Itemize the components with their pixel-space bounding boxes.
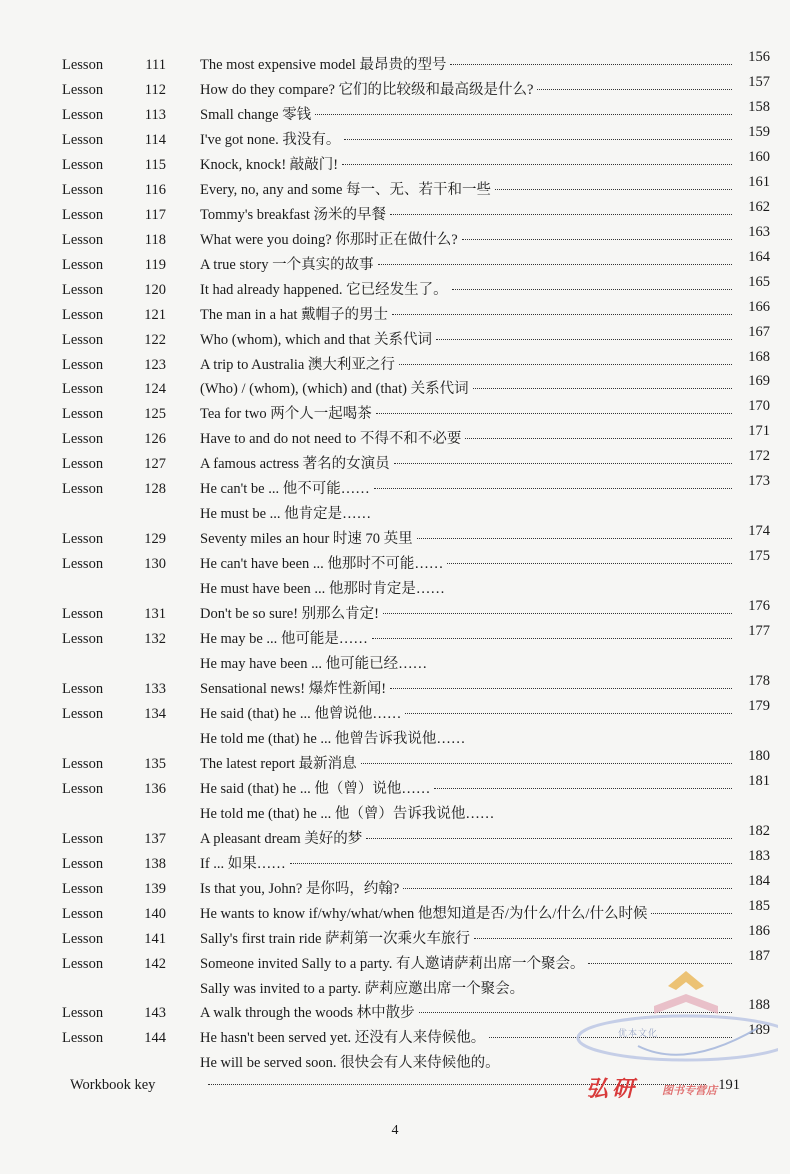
lesson-page: 156 <box>748 49 770 65</box>
lesson-number: 130 <box>144 556 166 573</box>
lesson-title: Every, no, any and some 每一、无、若干和一些 <box>200 181 492 198</box>
dot-leader <box>588 963 732 964</box>
lesson-number: 138 <box>144 855 166 872</box>
lesson-page: 175 <box>748 548 770 565</box>
lesson-subtitle-row <box>0 502 790 527</box>
dot-leader <box>290 863 732 864</box>
lesson-row <box>0 872 790 902</box>
lesson-page: 166 <box>748 298 770 315</box>
lesson-number: 116 <box>144 181 166 198</box>
lesson-title: A walk through the woods 林中散步 <box>200 1005 415 1022</box>
dot-leader <box>344 139 732 140</box>
lesson-number: 123 <box>144 356 166 373</box>
lesson-row <box>0 897 790 927</box>
lesson-page: 177 <box>748 623 770 640</box>
lesson-label: Lesson <box>62 331 104 348</box>
lesson-page: 157 <box>748 73 770 90</box>
lesson-title: Tommy's breakfast 汤米的早餐 <box>200 206 387 223</box>
dot-leader <box>651 913 732 914</box>
lesson-entry <box>200 427 740 452</box>
lesson-entry <box>200 677 740 702</box>
lesson-label: Lesson <box>62 830 104 847</box>
lesson-label: Lesson <box>62 880 104 897</box>
lesson-label: Lesson <box>62 281 104 298</box>
lesson-number: 128 <box>144 481 166 498</box>
dot-leader <box>417 538 732 539</box>
lesson-entry <box>200 402 740 427</box>
lesson-row <box>0 548 790 577</box>
lesson-number: 132 <box>144 631 166 648</box>
dot-leader <box>383 613 732 614</box>
lesson-page: 173 <box>748 473 770 490</box>
lesson-row <box>0 598 790 627</box>
dot-leader <box>315 114 732 115</box>
dot-leader <box>390 214 732 215</box>
workbook-key-page: 191 <box>718 1077 740 1093</box>
dot-leader <box>450 64 732 65</box>
lesson-label: Lesson <box>62 356 104 373</box>
lesson-page: 168 <box>748 348 770 365</box>
dot-leader <box>474 938 732 939</box>
lesson-label: Lesson <box>62 930 104 947</box>
lesson-page: 172 <box>748 448 770 465</box>
lesson-page: 181 <box>748 772 770 789</box>
page-number: 4 <box>391 1123 399 1138</box>
lesson-page: 188 <box>748 997 770 1014</box>
lesson-title: (Who) / (whom), (which) and (that) 关系代词 <box>200 381 469 398</box>
lesson-entry <box>200 827 740 852</box>
lesson-page: 189 <box>748 1022 770 1039</box>
lesson-page: 185 <box>748 897 770 914</box>
watermark-brand: 弘研 <box>586 1077 639 1102</box>
lesson-number: 114 <box>144 131 166 148</box>
lesson-number: 111 <box>145 57 166 73</box>
lesson-subtitle: He will be served soon. 很快会有人来侍候他的。 <box>200 1055 500 1072</box>
lesson-row <box>0 323 790 353</box>
lesson-row <box>0 73 790 103</box>
lesson-number: 113 <box>144 106 166 123</box>
lesson-title: He may be ... 他可能是…… <box>200 631 368 648</box>
lesson-page: 170 <box>748 398 770 415</box>
lesson-entry <box>200 777 740 802</box>
lesson-page: 158 <box>748 98 770 115</box>
lesson-entry <box>200 228 740 253</box>
lesson-page: 180 <box>748 747 770 764</box>
lesson-number: 126 <box>144 431 166 448</box>
lesson-entry <box>200 78 740 103</box>
lesson-label: Lesson <box>62 131 104 148</box>
lesson-title: I've got none. 我没有。 <box>200 131 341 148</box>
lesson-title: Seventy miles an hour 时速 70 英里 <box>200 531 413 548</box>
lesson-title: The latest report 最新消息 <box>200 755 357 772</box>
lesson-entry <box>200 477 740 502</box>
lesson-page: 171 <box>748 423 770 440</box>
lesson-page: 184 <box>748 872 770 889</box>
dot-leader <box>399 364 732 365</box>
dot-leader <box>465 438 732 439</box>
dot-leader <box>372 638 732 639</box>
lesson-title: How do they compare? 它们的比较级和最高级是什么? <box>200 81 534 98</box>
lesson-title: Have to and do not need to 不得不和不必要 <box>200 431 462 448</box>
lesson-page: 159 <box>748 123 770 140</box>
lesson-number: 120 <box>144 281 166 298</box>
lesson-title: Small change 零钱 <box>200 106 312 123</box>
lesson-number: 125 <box>144 406 166 423</box>
lesson-label: Lesson <box>62 381 104 398</box>
lesson-entry <box>200 602 740 627</box>
lesson-entry <box>200 902 740 927</box>
lesson-title: Is that you, John? 是你吗，约翰? <box>200 880 400 897</box>
lesson-title: A famous actress 著名的女演员 <box>200 456 390 473</box>
lesson-title: A true story 一个真实的故事 <box>200 256 374 273</box>
lesson-title: The man in a hat 戴帽子的男士 <box>200 306 389 323</box>
lesson-title: He can't have been ... 他那时不可能…… <box>200 556 444 573</box>
lesson-row <box>0 98 790 128</box>
lesson-entry <box>200 153 740 178</box>
lesson-page: 163 <box>748 223 770 240</box>
lesson-page: 169 <box>748 373 770 390</box>
lesson-title: It had already happened. 它已经发生了。 <box>200 281 448 298</box>
lesson-page: 162 <box>748 198 770 215</box>
lesson-title: He hasn't been served yet. 还没有人来侍候他。 <box>200 1030 486 1047</box>
lesson-entry <box>200 178 740 203</box>
lesson-subtitle-row <box>0 802 790 827</box>
lesson-label: Lesson <box>62 106 104 123</box>
lesson-subtitle: He told me (that) he ... 他曾告诉我说他…… <box>200 730 466 747</box>
lesson-row <box>0 373 790 402</box>
dot-leader <box>376 413 732 414</box>
lesson-title: He can't be ... 他不可能…… <box>200 481 370 498</box>
lesson-entry <box>200 53 740 78</box>
lesson-label: Lesson <box>62 431 104 448</box>
lesson-row <box>0 523 790 552</box>
lesson-row <box>0 198 790 228</box>
lesson-subtitle-row <box>0 727 790 752</box>
lesson-label: Lesson <box>62 955 104 972</box>
lesson-label: Lesson <box>62 531 104 548</box>
lesson-number: 144 <box>144 1030 166 1047</box>
lesson-page: 167 <box>748 323 770 340</box>
lesson-title: If ... 如果…… <box>200 855 286 872</box>
lesson-label: Lesson <box>62 681 104 697</box>
lesson-label: Lesson <box>62 206 104 223</box>
lesson-page: 178 <box>748 673 770 689</box>
lesson-number: 129 <box>144 531 166 548</box>
lesson-label: Lesson <box>62 1030 104 1047</box>
dot-leader <box>378 264 732 265</box>
lesson-entry <box>200 303 740 328</box>
lesson-title: Sensational news! 爆炸性新闻! <box>200 681 387 697</box>
dot-leader <box>537 89 732 90</box>
lesson-row <box>0 123 790 153</box>
lesson-title: He wants to know if/why/what/when 他想知道是否/为什么/什么/什么时候 <box>200 905 648 922</box>
lesson-title: Who (whom), which and that 关系代词 <box>200 331 432 348</box>
lesson-entry <box>200 377 740 402</box>
lesson-row <box>0 273 790 303</box>
lesson-row <box>0 448 790 477</box>
lesson-row <box>0 922 790 952</box>
lesson-row <box>0 223 790 253</box>
dot-leader <box>403 888 732 889</box>
dot-leader <box>374 488 732 489</box>
lesson-number: 118 <box>144 231 166 248</box>
lesson-row <box>0 822 790 852</box>
lesson-number: 121 <box>144 306 166 323</box>
lesson-label: Lesson <box>62 181 104 198</box>
lesson-entry <box>200 203 740 228</box>
lesson-row <box>0 49 790 78</box>
lesson-page: 161 <box>748 173 770 190</box>
dot-leader <box>462 239 732 240</box>
lesson-label: Lesson <box>62 780 104 797</box>
lesson-number: 119 <box>144 256 166 273</box>
lesson-entry <box>200 328 740 353</box>
lesson-entry <box>200 128 740 153</box>
lesson-entry <box>200 877 740 902</box>
lesson-subtitle: He must be ... 他肯定是…… <box>200 506 372 523</box>
lesson-page: 182 <box>748 822 770 839</box>
lesson-row <box>0 298 790 328</box>
lesson-page: 165 <box>748 273 770 290</box>
lesson-subtitle: He told me (that) he ... 他（曾）告诉我说他…… <box>200 805 495 822</box>
lesson-row <box>0 847 790 877</box>
lesson-row <box>0 148 790 178</box>
lesson-entry <box>200 702 740 727</box>
lesson-entry <box>200 527 740 552</box>
lesson-label: Lesson <box>62 406 104 423</box>
dot-leader <box>405 713 732 714</box>
lesson-number: 142 <box>144 955 166 972</box>
lesson-number: 115 <box>144 156 166 173</box>
lesson-label: Lesson <box>62 556 104 573</box>
lesson-entry <box>200 627 740 652</box>
lesson-row <box>0 697 790 727</box>
dot-leader <box>390 688 732 689</box>
lesson-number: 131 <box>144 606 166 623</box>
lesson-label: Lesson <box>62 57 104 73</box>
watermark-subtitle: 图书专营店 <box>662 1084 717 1097</box>
lesson-subtitle: He may have been ... 他可能已经…… <box>200 656 428 673</box>
lesson-page: 164 <box>748 248 770 265</box>
lesson-label: Lesson <box>62 606 104 623</box>
lesson-number: 140 <box>144 905 166 922</box>
lesson-entry <box>200 103 740 128</box>
lesson-entry <box>200 452 740 477</box>
lesson-number: 141 <box>144 930 166 947</box>
lesson-label: Lesson <box>62 456 104 473</box>
lesson-entry <box>200 752 740 777</box>
workbook-key-label: Workbook key <box>70 1077 156 1093</box>
lesson-label: Lesson <box>62 231 104 248</box>
dot-leader <box>473 388 732 389</box>
dot-leader <box>366 838 732 839</box>
lesson-label: Lesson <box>62 755 104 772</box>
dot-leader <box>361 763 732 764</box>
lesson-label: Lesson <box>62 705 104 722</box>
watermark-text: 优本文化 <box>618 1029 659 1039</box>
lesson-entry <box>200 852 740 877</box>
lesson-entry <box>200 278 740 303</box>
dot-leader <box>436 339 732 340</box>
lesson-title: Knock, knock! 敲敲门! <box>200 156 339 173</box>
lesson-entry <box>200 552 740 577</box>
lesson-row <box>0 473 790 502</box>
lesson-page: 176 <box>748 598 770 615</box>
lesson-page: 160 <box>748 148 770 165</box>
lesson-number: 134 <box>144 705 166 722</box>
lesson-row <box>0 398 790 427</box>
lesson-label: Lesson <box>62 256 104 273</box>
lesson-title: A pleasant dream 美好的梦 <box>200 830 363 847</box>
dot-leader <box>495 189 732 190</box>
lesson-label: Lesson <box>62 631 104 648</box>
lesson-subtitle: Sally was invited to a party. 萨莉应邀出席一个聚会。 <box>200 980 525 997</box>
lesson-number: 133 <box>144 681 166 697</box>
lesson-row <box>0 747 790 777</box>
lesson-page: 186 <box>748 922 770 939</box>
lesson-row <box>0 248 790 278</box>
dot-leader <box>394 463 732 464</box>
lesson-row <box>0 673 790 702</box>
lesson-title: He said (that) he ... 他曾说他…… <box>200 705 402 722</box>
lesson-subtitle-row <box>0 577 790 602</box>
lesson-title: The most expensive model 最昂贵的型号 <box>200 57 447 73</box>
lesson-label: Lesson <box>62 855 104 872</box>
lesson-label: Lesson <box>62 1005 104 1022</box>
lesson-subtitle-row <box>0 652 790 677</box>
lesson-page: 187 <box>748 947 770 964</box>
lesson-label: Lesson <box>62 156 104 173</box>
lesson-page: 179 <box>748 697 770 714</box>
lesson-number: 137 <box>144 830 166 847</box>
lesson-number: 136 <box>144 780 166 797</box>
lesson-title: A trip to Australia 澳大利亚之行 <box>200 356 395 373</box>
lesson-title: Tea for two 两个人一起喝茶 <box>200 406 372 423</box>
lesson-number: 112 <box>144 81 166 98</box>
dot-leader <box>447 563 732 564</box>
lesson-entry <box>200 253 740 278</box>
lesson-number: 122 <box>144 331 166 348</box>
lesson-label: Lesson <box>62 81 104 98</box>
lesson-title: He said (that) he ... 他（曾）说他…… <box>200 780 431 797</box>
lesson-row <box>0 772 790 802</box>
lesson-title: What were you doing? 你那时正在做什么? <box>200 231 458 248</box>
lesson-number: 124 <box>144 381 166 398</box>
lesson-label: Lesson <box>62 306 104 323</box>
lesson-number: 139 <box>144 880 166 897</box>
lesson-number: 117 <box>144 206 166 223</box>
lesson-row <box>0 423 790 452</box>
dot-leader <box>452 289 732 290</box>
lesson-row <box>0 348 790 378</box>
dot-leader <box>392 314 732 315</box>
lesson-label: Lesson <box>62 905 104 922</box>
lesson-entry <box>200 927 740 952</box>
lesson-label: Lesson <box>62 481 104 498</box>
lesson-row <box>0 173 790 203</box>
lesson-title: Don't be so sure! 别那么肯定! <box>200 606 380 623</box>
lesson-number: 127 <box>144 456 166 473</box>
lesson-number: 143 <box>144 1005 166 1022</box>
lesson-page: 174 <box>748 523 770 540</box>
lesson-title: Someone invited Sally to a party. 有人邀请萨莉出席一个聚会。 <box>200 955 585 972</box>
shop-watermark <box>568 966 778 1126</box>
dot-leader <box>434 788 732 789</box>
lesson-row <box>0 623 790 652</box>
lesson-number: 135 <box>144 755 166 772</box>
dot-leader <box>342 164 732 165</box>
lesson-entry <box>200 353 740 378</box>
lesson-title: Sally's first train ride 萨莉第一次乘火车旅行 <box>200 930 471 947</box>
lesson-page: 183 <box>748 847 770 864</box>
lesson-subtitle: He must have been ... 他那时肯定是…… <box>200 581 445 598</box>
